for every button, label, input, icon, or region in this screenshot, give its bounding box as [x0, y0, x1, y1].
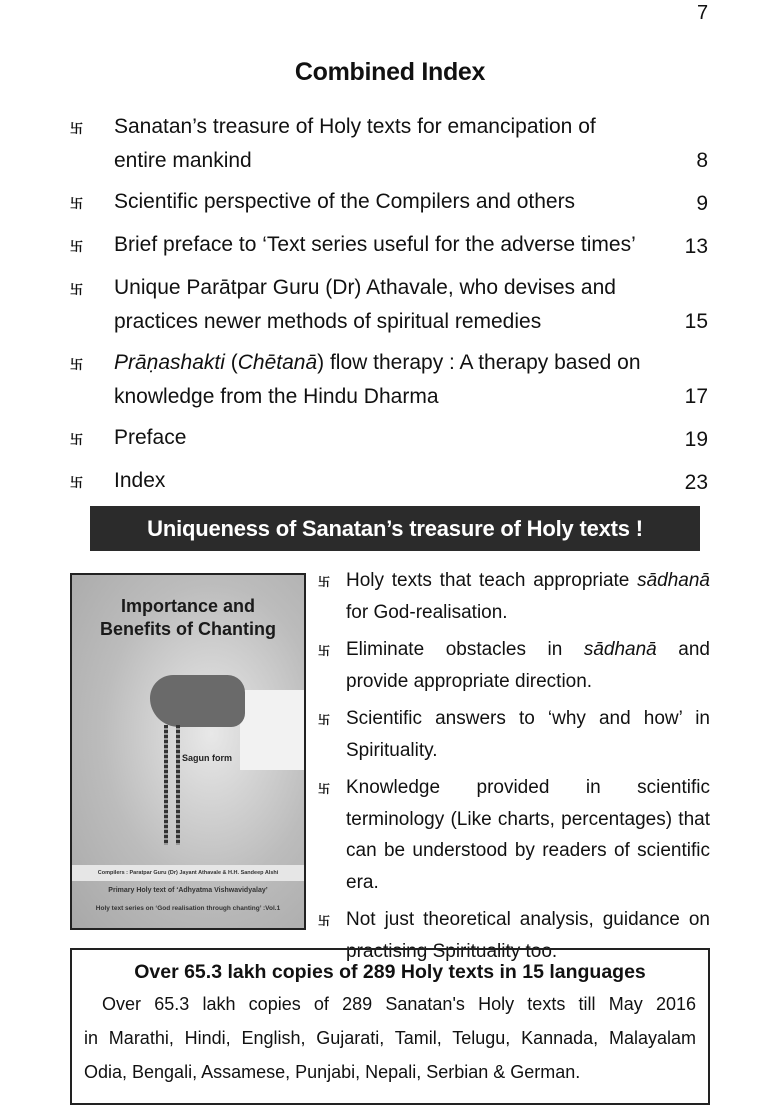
swastika-bullet-icon: 卐 [70, 196, 84, 211]
book-cover-image [70, 573, 306, 930]
toc-entry-title: Preface [114, 426, 187, 449]
toc-entry-rest: ) flow therapy : A therapy based on knowledge from the Hindu Dharma [114, 351, 641, 408]
toc-entry-title: Sanatan’s treasure of Holy texts for emancipation of entire mankind [114, 115, 596, 172]
paren-open: ( [224, 351, 238, 374]
table-of-contents [70, 110, 712, 507]
swastika-bullet-icon: 卐 [70, 121, 84, 136]
swastika-bullet-icon: 卐 [70, 475, 84, 490]
list-item [318, 565, 710, 628]
toc-entry-page: 17 [684, 385, 708, 408]
toc-entry-page: 15 [684, 310, 708, 333]
stats-body [72, 984, 708, 1089]
cover-title [72, 595, 304, 641]
list-item [318, 703, 710, 766]
swastika-bullet-icon: 卐 [318, 644, 331, 658]
toc-entry-title: Index [114, 469, 166, 492]
sleeve-shape [240, 690, 306, 770]
toc-entry-title [114, 346, 712, 414]
text-post: and provide appropriate direction. [346, 639, 710, 692]
swastika-bullet-icon: 卐 [70, 432, 84, 447]
rosary-beads-icon [164, 725, 168, 845]
swastika-bullet-icon: 卐 [318, 914, 331, 928]
toc-entry-page: 13 [684, 235, 708, 258]
cover-caption: Sagun form [182, 753, 233, 763]
list-item-text: Knowledge provided in scientific terminology (Like charts, percentages) that can be understood by readers of scientific era. [346, 777, 710, 893]
text-pre: Holy texts that teach appropriate [346, 570, 638, 591]
term-chetana: Chētanā [237, 351, 318, 374]
toc-entry[interactable] [70, 421, 712, 457]
rosary-beads-icon [176, 725, 180, 845]
swastika-bullet-icon: 卐 [318, 782, 331, 796]
text-post: for God-realisation. [346, 601, 508, 623]
toc-entry[interactable] [70, 185, 712, 221]
cover-series-text: Holy text series on ‘God realisation through chanting’ :Vol.1 [95, 905, 281, 912]
page-number: 7 [697, 2, 709, 24]
list-item [318, 634, 710, 697]
page-title: Combined Index [294, 58, 486, 86]
toc-entry-title: Unique Parātpar Guru (Dr) Athavale, who devises and practices newer methods of spiritual remedies [114, 276, 616, 333]
toc-entry[interactable] [70, 228, 712, 264]
toc-entry-page: 8 [696, 149, 708, 172]
uniqueness-list [318, 565, 710, 973]
list-item-text: Not just theoretical analysis, guidance on practising Spirituality too. [346, 909, 710, 962]
toc-entry-page: 19 [684, 428, 708, 451]
cover-primary-text: Primary Holy text of ‘Adhyatma Vishwavidyalay’ [108, 887, 268, 894]
swastika-bullet-icon: 卐 [70, 282, 84, 297]
swastika-bullet-icon: 卐 [318, 575, 331, 589]
toc-entry-title: Brief preface to ‘Text series useful for the adverse times’ [114, 233, 636, 256]
toc-entry[interactable] [70, 346, 712, 414]
toc-entry-title: Scientific perspective of the Compilers and others [114, 190, 576, 213]
stats-title: Over 65.3 lakh copies of 289 Holy texts in 15 languages [134, 961, 646, 983]
list-item [318, 772, 710, 898]
stats-line: Over 65.3 lakh copies of 289 Sanatan's Holy texts till May 2016 [102, 994, 696, 1014]
toc-entry[interactable] [70, 110, 712, 178]
cover-compilers: Compilers : Paratpar Guru (Dr) Jayant Athavale & H.H. Sandeep Alshi [72, 865, 304, 881]
swastika-bullet-icon: 卐 [70, 357, 84, 372]
stats-box [70, 948, 710, 1105]
toc-entry-page: 9 [696, 192, 708, 215]
toc-entry-page: 23 [684, 471, 708, 494]
swastika-bullet-icon: 卐 [318, 713, 331, 727]
toc-entry[interactable] [70, 271, 712, 339]
cover-title-line1: Importance and [120, 596, 256, 616]
list-item-text: Scientific answers to ‘why and how’ in Spirituality. [346, 708, 710, 761]
cover-title-line2: Benefits of Chanting [100, 619, 276, 639]
swastika-bullet-icon: 卐 [70, 239, 84, 254]
hand-shape [150, 675, 245, 727]
toc-entry[interactable] [70, 464, 712, 500]
stats-line: Odia, Bengali, Assamese, Punjabi, Nepali, Serbian & German. [84, 1062, 581, 1082]
section-banner: Uniqueness of Sanatan’s treasure of Holy texts ! [90, 506, 700, 551]
term-pranashakti: Prāṇashakti [114, 351, 225, 374]
term-sadhana: sādhanā [583, 639, 657, 660]
text-pre: Eliminate obstacles in [346, 639, 584, 660]
list-item-text [346, 634, 710, 697]
list-item-text [346, 565, 710, 628]
stats-line: in Marathi, Hindi, English, Gujarati, Tamil, Telugu, Kannada, Malayalam [84, 1028, 696, 1048]
term-sadhana: sādhanā [637, 570, 710, 591]
